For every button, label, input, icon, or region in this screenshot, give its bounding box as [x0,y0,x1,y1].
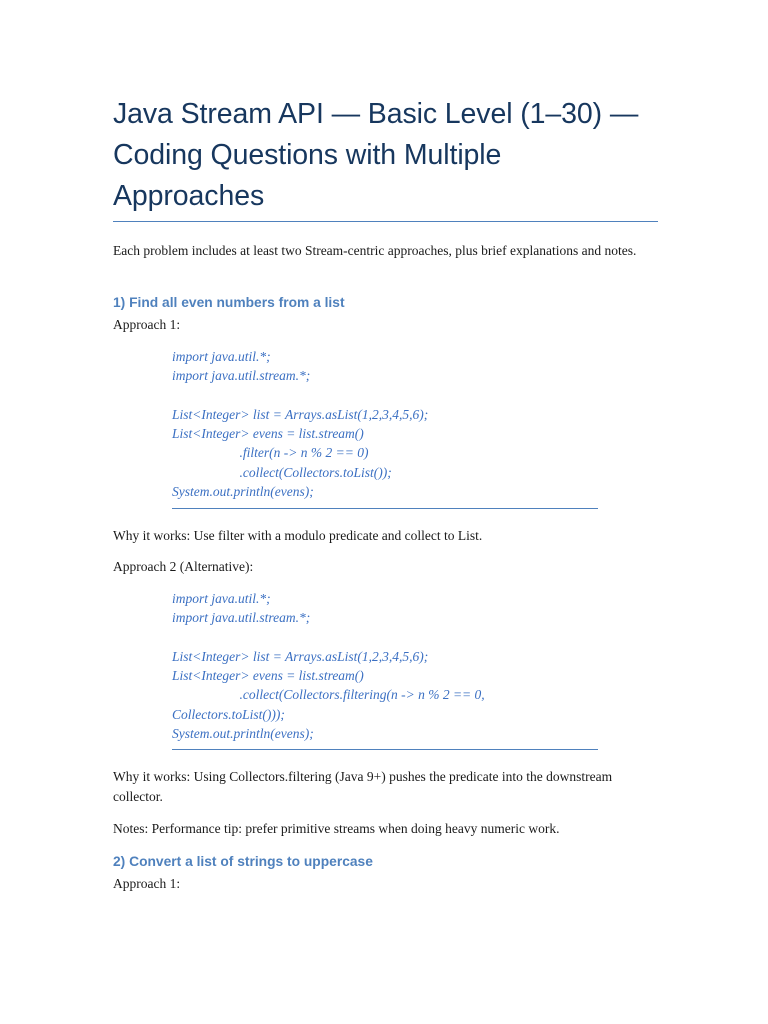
problem-1-approach-2-explanation: Why it works: Using Collectors.filtering (Java 9+) pushes the predicate into the downstream collector. [113,769,613,804]
title-line: Approaches [113,180,265,212]
problem-2-heading: 2) Convert a list of strings to uppercase [113,854,373,869]
problem-1-approach-1-label: Approach 1: [113,317,181,332]
code-line: Collectors.toList())); [172,706,285,722]
code-line: List<Integer> list = Arrays.asList(1,2,3,4,5,6); [172,406,429,422]
intro-paragraph: Each problem includes at least two Stream-centric approaches, plus brief explanations and notes. [113,243,637,258]
code-line: import java.util.*; [172,349,271,364]
code-block-divider [172,749,598,750]
problem-1-notes: Notes: Performance tip: prefer primitive streams when doing heavy numeric work. [113,821,560,836]
problem-1-approach-2-label: Approach 2 (Alternative): [113,559,254,574]
code-line: .collect(Collectors.toList()); [172,464,392,480]
code-line: List<Integer> list = Arrays.asList(1,2,3,4,5,6); [172,648,429,664]
code-line: List<Integer> evens = list.stream() [172,426,364,442]
document-title [113,94,658,217]
problem-1-approach-1-explanation: Why it works: Use filter with a modulo predicate and collect to List. [113,528,483,543]
problem-1-approach-2-code-block [172,589,598,743]
code-line [172,628,598,647]
code-line: .collect(Collectors.filtering(n -> n % 2 == 0, [172,687,485,703]
code-line: import java.util.*; [172,591,271,606]
problem-1-approach-1-code-block [172,347,598,501]
title-line: Coding Questions with Multiple [113,139,502,171]
problem-1-heading: 1) Find all even numbers from a list [113,295,345,310]
code-line: System.out.println(evens); [172,484,314,500]
title-divider [113,221,658,222]
code-line: List<Integer> evens = list.stream() [172,668,364,684]
title-line: Java Stream API — Basic Level (1–30) — [113,98,639,130]
code-line: import java.util.stream.*; [172,368,311,384]
problem-2-approach-1-label: Approach 1: [113,876,181,891]
code-line: import java.util.stream.*; [172,610,311,626]
code-line: System.out.println(evens); [172,726,314,742]
code-line [172,386,598,405]
code-line: .filter(n -> n % 2 == 0) [172,445,369,461]
code-block-divider [172,508,598,509]
